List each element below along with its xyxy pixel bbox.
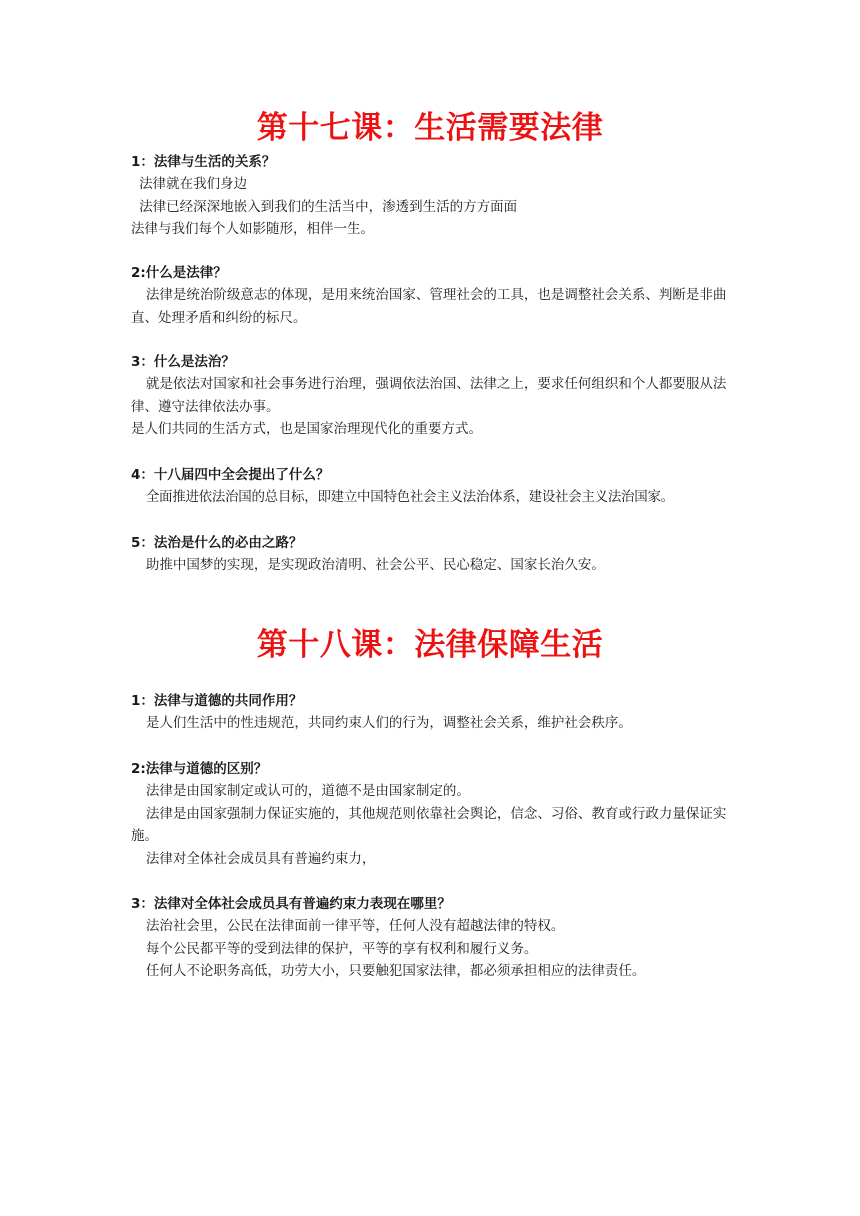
- answer-line: 法律就在我们身边: [139, 176, 248, 192]
- answer-line: 法治社会里，公民在法律面前一律平等，任何人没有超越法律的特权。: [145, 918, 565, 934]
- lesson-18-title: 第十八课：法律保障生活: [256, 627, 604, 663]
- lesson-18-section-3: [131, 893, 731, 983]
- question-heading: 2:什么是法律？: [131, 265, 227, 281]
- question-heading: 2:法律与道德的区别？: [131, 761, 268, 777]
- answer-line: 任何人不论职务高低，功劳大小，只要触犯国家法律，都必须承担相应的法律责任。: [145, 963, 646, 979]
- answer-line: 法律是由国家制定或认可的，道德不是由国家制定的。: [145, 783, 470, 799]
- answer-line: 法律已经深深地嵌入到我们的生活当中，渗透到生活的方方面面: [139, 198, 518, 215]
- answer-paragraph: 法律是由国家强制力保证实施的，其他规范则依靠社会舆论，信念、习俗、教育或行政力量保证实施。: [131, 805, 727, 844]
- lesson-18-section-1: [131, 690, 731, 735]
- lesson-18-section-2: [131, 758, 731, 870]
- lesson-17-section-5: [131, 532, 731, 577]
- answer-line: 是人们共同的生活方式，也是国家治理现代化的重要方式。: [131, 421, 482, 437]
- lesson-17-section-3: [131, 351, 731, 441]
- answer-paragraph: 法律是统治阶级意志的体现，是用来统治国家、管理社会的工具，也是调整社会关系、判断是非曲直、处理矛盾和纠纷的标尺。: [131, 287, 727, 326]
- question-heading: 1：法律与生活的关系？: [131, 154, 276, 170]
- answer-line: 每个公民都平等的受到法律的保护，平等的享有权利和履行义务。: [145, 940, 538, 957]
- answer-paragraph: 就是依法对国家和社会事务进行治理，强调依法治国、法律之上，要求任何组织和个人都要服从法律、遵守法律依法办事。: [131, 376, 727, 415]
- question-heading: 5：法治是什么的必由之路？: [131, 535, 303, 551]
- lesson-17-section-4: [131, 464, 731, 509]
- question-heading: 3：什么是法治？: [131, 354, 235, 370]
- lesson-17-section-1: [131, 151, 731, 241]
- answer-line: 法律与我们每个人如影随形，相伴一生。: [131, 221, 374, 237]
- answer-line: 全面推进依法治国的总目标，即建立中国特色社会主义法治体系，建设社会主义法治国家。: [145, 489, 674, 505]
- answer-line: 是人们生活中的性违规范，共同约束人们的行为，调整社会关系，维护社会秩序。: [145, 715, 632, 731]
- answer-line: 助推中国梦的实现，是实现政治清明、社会公平、民心稳定、国家长治久安。: [145, 557, 605, 573]
- question-heading: 3：法律对全体社会成员具有普遍约束力表现在哪里？: [131, 896, 451, 912]
- question-heading: 1：法律与道德的共同作用？: [131, 693, 303, 709]
- lesson-17-title: 第十七课：生活需要法律: [256, 110, 604, 146]
- lesson-17-section-2: [131, 262, 731, 329]
- question-heading: 4：十八届四中全会提出了什么？: [131, 467, 330, 483]
- answer-line: 法律对全体社会成员具有普遍约束力，: [145, 850, 376, 867]
